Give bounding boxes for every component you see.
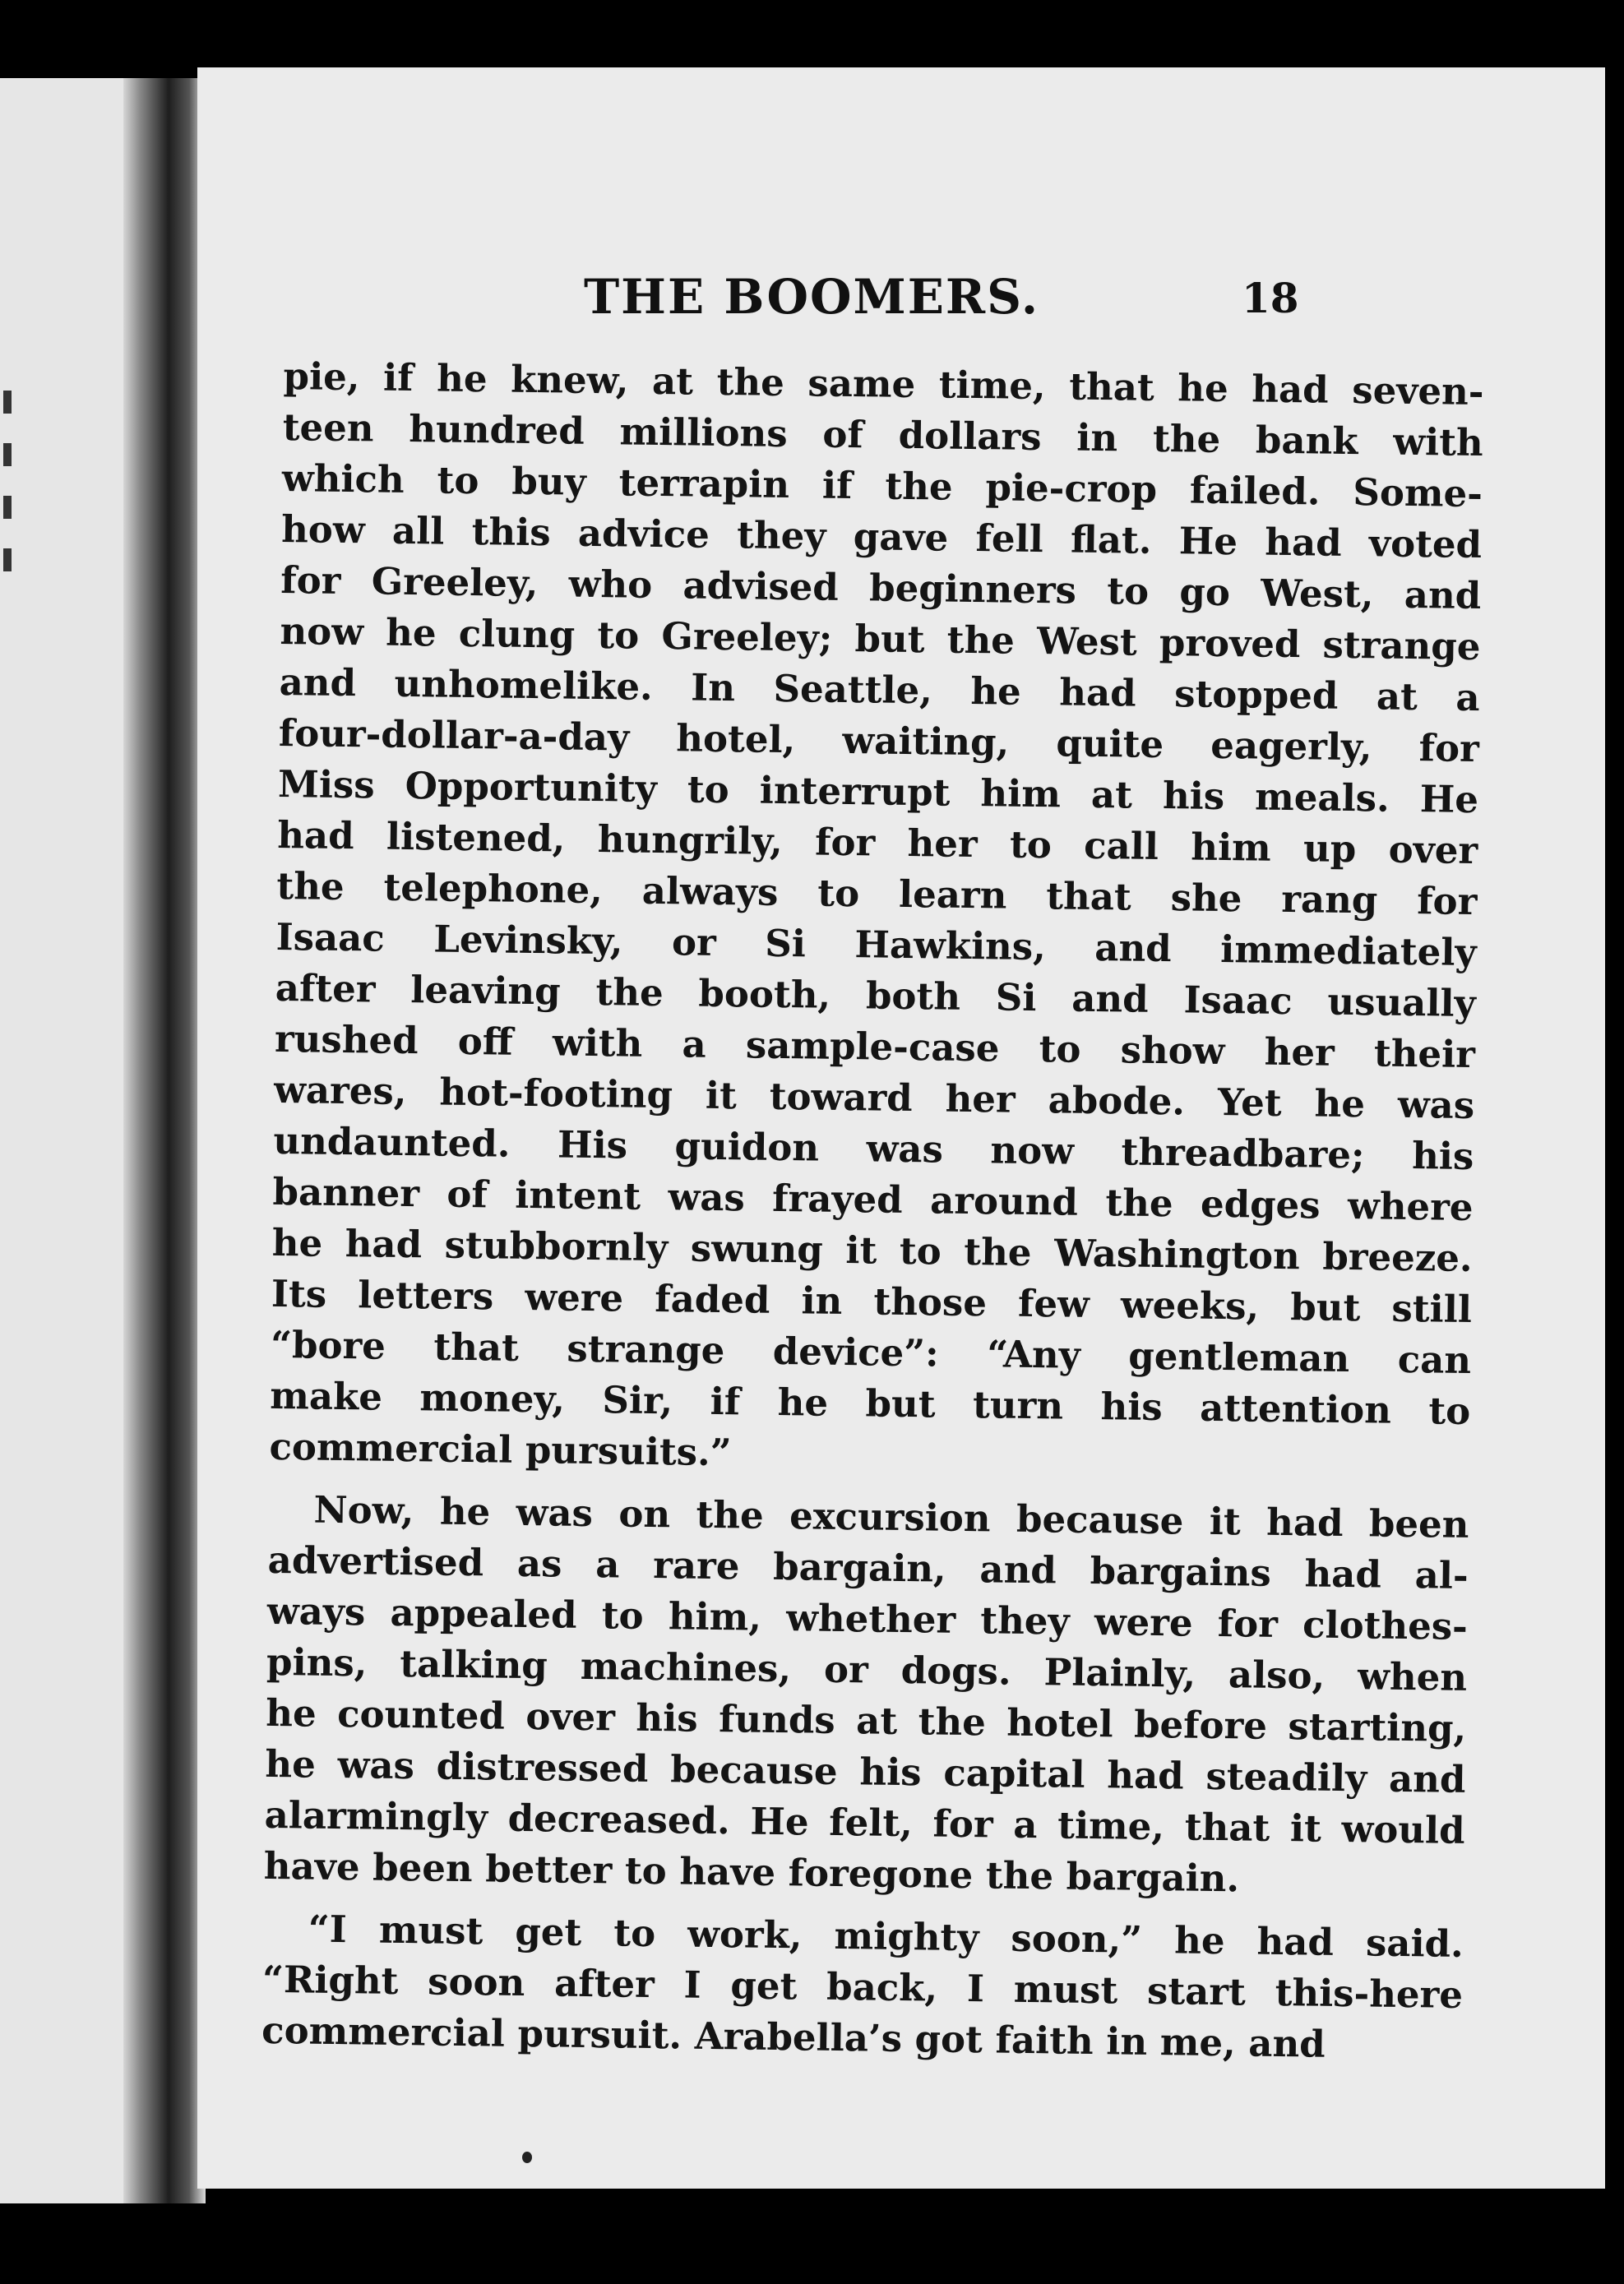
text-line: how all this advice they gave fell flat. He had voted <box>280 506 1483 567</box>
page-number: 18 <box>1242 274 1299 322</box>
text-line: make money, Sir, if he but turn his attention to <box>270 1373 1471 1433</box>
text-fragment <box>3 496 12 519</box>
text-line: he was distressed because his capital had steadily and <box>265 1741 1466 1801</box>
text-line: pie, if he knew, at the same time, that he had seven- <box>283 354 1484 414</box>
text-line: Miss Opportunity to interrupt him at his meals. He <box>277 761 1479 822</box>
text-line: four-dollar-a-day hotel, waiting, quite eagerly, for <box>278 710 1480 771</box>
paragraph <box>261 1903 1464 2072</box>
text-line: had listened, hungrily, for her to call him up over <box>276 812 1478 873</box>
running-header <box>197 269 1605 343</box>
text-line: alarmingly decreased. He felt, for a time, that it would <box>264 1792 1465 1852</box>
text-line: “bore that strange device”: “Any gentleman can <box>270 1322 1472 1383</box>
paragraph <box>263 1484 1469 1907</box>
text-line: which to buy terrapin if the pie-crop failed. Some- <box>281 455 1483 516</box>
running-title: THE BOOMERS. <box>584 269 1040 325</box>
text-line: Now, he was on the excursion because it had been <box>313 1487 1469 1547</box>
text-line: he counted over his funds at the hotel before starting, <box>265 1690 1467 1750</box>
text-line: “I must get to work, mighty soon,” he had said. <box>308 1907 1464 1966</box>
text-line: the telephone, always to learn that she rang for <box>276 863 1478 924</box>
text-line: have been better to have foregone the bargain. <box>263 1843 1240 1901</box>
text-line: commercial pursuit. Arabella’s got faith in me, and <box>261 2008 1326 2066</box>
text-line: now he clung to Greeley; but the West proved strange <box>280 608 1481 669</box>
facing-page-text-fragments <box>3 391 16 601</box>
text-line: he had stubbornly swung it to the Washington breeze. <box>271 1220 1474 1281</box>
text-line: commercial pursuits.” <box>269 1424 732 1475</box>
text-line: undaunted. His guidon was now threadbare; his <box>273 1118 1474 1179</box>
body-text <box>261 351 1484 2072</box>
text-line: teen hundred millions of dollars in the bank with <box>282 405 1484 465</box>
paragraph <box>269 351 1484 1488</box>
text-fragment <box>3 443 12 466</box>
text-line: Isaac Levinsky, or Si Hawkins, and immediately <box>275 914 1477 975</box>
text-line: ways appealed to him, whether they were for clothes- <box>266 1588 1469 1648</box>
ink-speck <box>522 2152 532 2163</box>
text-line: pins, talking machines, or dogs. Plainly, also, when <box>266 1639 1468 1699</box>
text-line: “Right soon after I get back, I must start this-here <box>261 1957 1464 2017</box>
text-line: banner of intent was frayed around the edges where <box>272 1169 1474 1230</box>
book-gutter-shadow <box>123 78 206 2203</box>
text-fragment <box>3 548 12 571</box>
text-line: rushed off with a sample-case to show her their <box>274 1016 1476 1077</box>
text-line: and unhomelike. In Seattle, he had stopped at a <box>279 659 1480 720</box>
book-page <box>197 67 1605 2189</box>
text-line: advertised as a rare bargain, and bargains had al- <box>267 1537 1469 1597</box>
text-line: for Greeley, who advised beginners to go West, and <box>280 557 1482 618</box>
text-line: after leaving the booth, both Si and Isaac usually <box>275 965 1477 1026</box>
text-line: Its letters were faded in those few weeks, but still <box>271 1271 1473 1332</box>
text-line: wares, hot-footing it toward her abode. Yet he was <box>273 1067 1475 1128</box>
facing-page-edge <box>0 78 123 2203</box>
text-fragment <box>3 391 12 414</box>
